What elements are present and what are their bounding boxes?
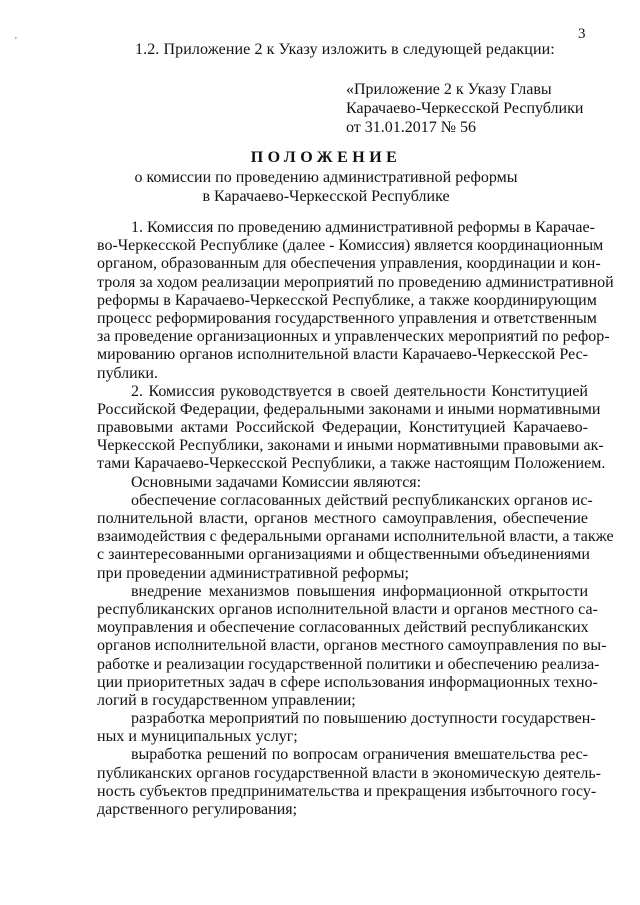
body-line: правовыми актами Российской Федерации, Конституцией Карачаево- [97, 419, 588, 437]
page-number: 3 [578, 26, 586, 42]
body-line: 1. Комиссия по проведению административной реформы в Карачае- [131, 219, 595, 236]
body-line: выработка решений по вопросам ограничения вмешательства рес- [131, 746, 588, 764]
body-line: внедрение механизмов повышения информационной открытости [131, 582, 588, 600]
amendment-intro: 1.2. Приложение 2 к Указу изложить в следующей редакции: [135, 41, 555, 58]
body-line: тами Карачаево-Черкесской Республики, а также настоящим Положением. [97, 455, 606, 473]
body-line: республиканских органов исполнительной власти и органов местного са- [97, 600, 598, 618]
body-line: полнительной власти, органов местного самоуправления, обеспечение [97, 510, 588, 527]
body-line: публики. [97, 364, 158, 382]
body-line: ных и муниципальных услуг; [97, 728, 298, 746]
body-line: органов исполнительной власти, органов местного самоуправления по вы- [97, 637, 607, 655]
body-line: реформы в Карачаево-Черкесской Республике, а также координирующим [97, 291, 597, 309]
document-body [97, 219, 614, 819]
appendix-line: от 31.01.2017 № 56 [346, 119, 477, 136]
body-line: логий в государственном управлении; [97, 691, 356, 709]
body-line: Основными задачами Комиссии являются: [131, 473, 422, 491]
body-line: мированию органов исполнительной власти Карачаево-Черкесской Рес- [97, 346, 588, 364]
body-line: троля за ходом реализации мероприятий по проведению административной [97, 273, 614, 291]
body-line: органом, образованным для обеспечения управления, координации и кон- [97, 255, 601, 273]
document-subtitle [0, 168, 640, 206]
body-line: процесс реформирования государственного управления и ответственным [97, 309, 597, 327]
scan-artifact: ' [15, 36, 17, 47]
body-line: обеспечение согласованных действий республиканских органов ис- [131, 491, 593, 509]
subtitle-line: о комиссии по проведению административной реформы [134, 169, 518, 186]
body-line: с заинтересованными организациями и общественными объединениями [97, 546, 590, 564]
document-title: ПОЛОЖЕНИЕ [250, 149, 402, 166]
body-line: за проведение организационных и управленческих мероприятий по рефор- [97, 328, 610, 346]
appendix-line: Карачаево-Черкесской Республики [346, 100, 584, 117]
body-line: при проведении административной реформы; [97, 564, 409, 582]
subtitle-line: в Карачаево-Черкесской Республике [202, 188, 450, 205]
body-line: ции приоритетных задач в сфере использования информационных техно- [97, 673, 598, 691]
body-line: Российской Федерации, федеральными законами и иными нормативными [97, 400, 601, 418]
body-line: взаимодействия с федеральными органами исполнительной власти, а также [97, 528, 614, 546]
body-line: во-Черкесской Республике (далее - Комиссия) является координационным [97, 237, 604, 255]
body-line: дарственного регулирования; [97, 801, 298, 818]
appendix-header [346, 80, 583, 137]
body-line: работке и реализации государственной политики и обеспечению реализа- [97, 655, 600, 673]
body-line: ность субъектов предпринимательства и прекращения избыточного госу- [97, 782, 597, 800]
appendix-line: «Приложение 2 к Указу Главы [346, 81, 552, 98]
body-line: моуправления и обеспечение согласованных действий республиканских [97, 619, 589, 637]
body-line: публиканских органов государственной власти в экономическую деятель- [97, 764, 601, 782]
body-line: разработка мероприятий по повышению доступности государствен- [131, 710, 596, 728]
body-line: Черкесской Республики, законами и иными нормативными правовыми ак- [97, 437, 604, 455]
body-line: 2. Комиссия руководствуется в своей деятельности Конституцией [131, 382, 588, 400]
